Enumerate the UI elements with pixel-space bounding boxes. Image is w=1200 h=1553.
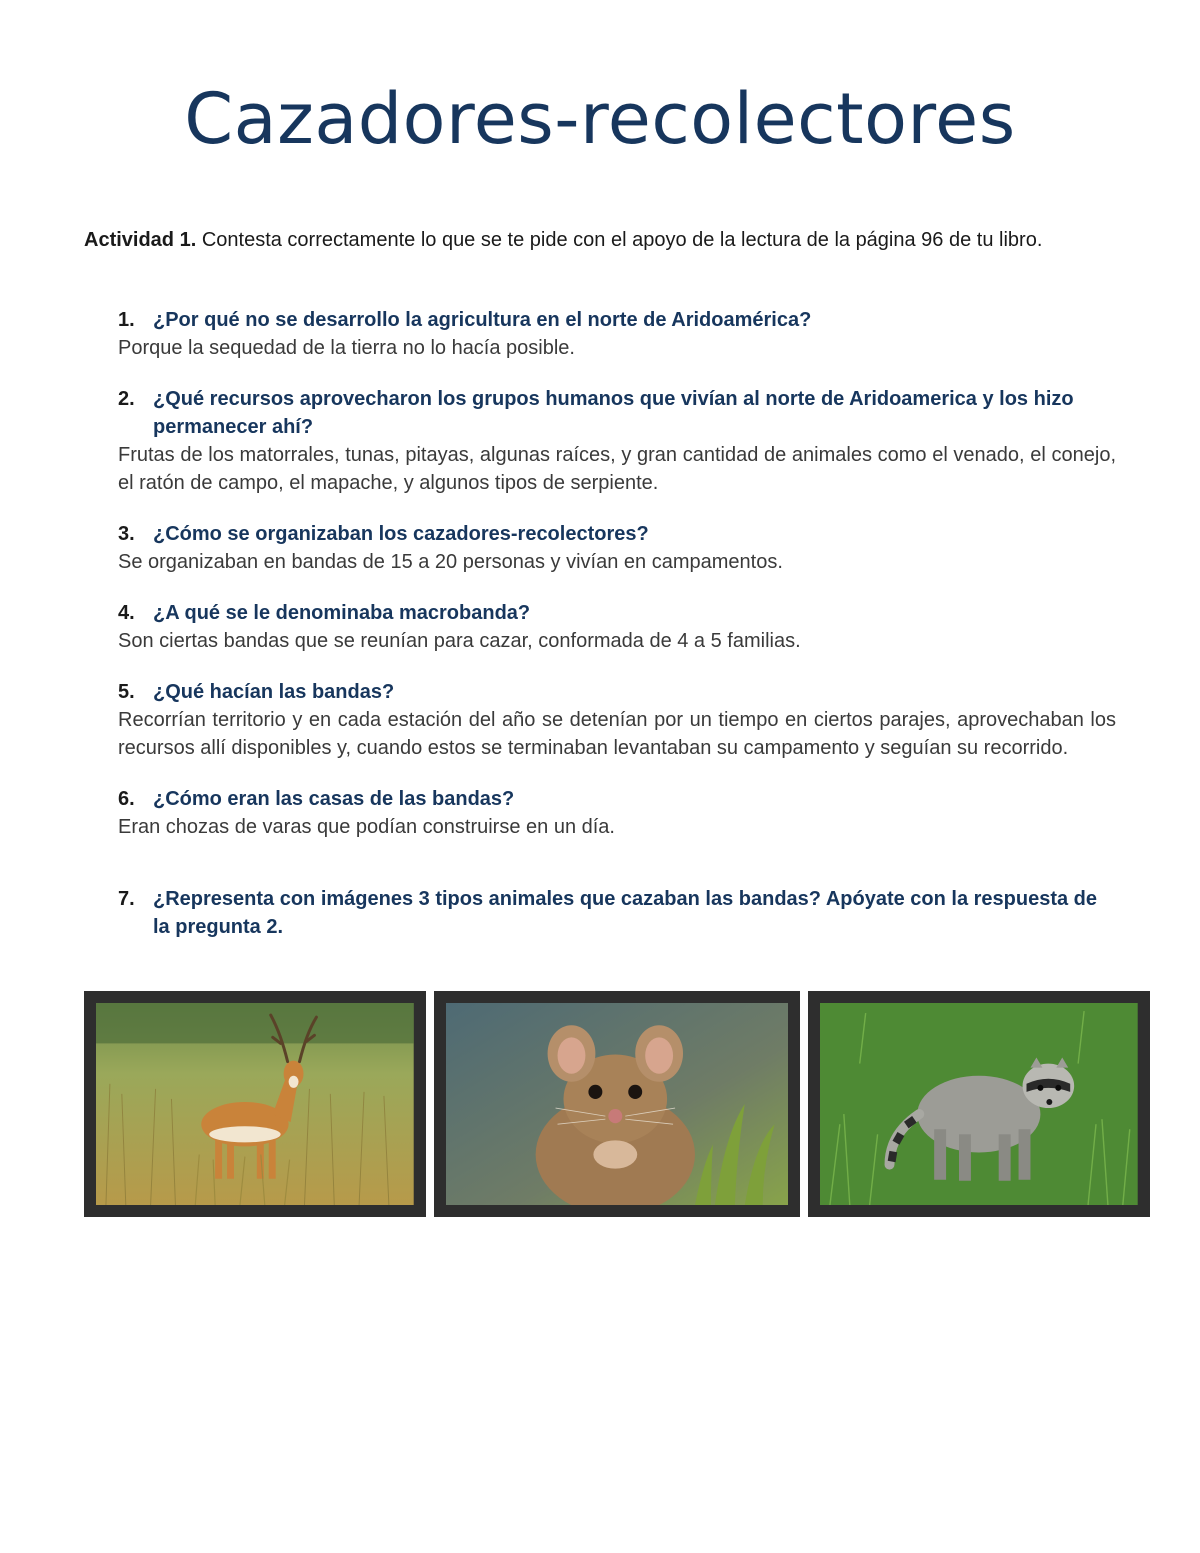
question-text: ¿Cómo se organizaban los cazadores-recolectores? [153, 523, 649, 545]
answer-text: Recorrían territorio y en cada estación del año se detenían por un tiempo en ciertos parajes, aprovechaban los recursos allí disponibles y, cuando estos se terminaban levantaban su campamento y seguían su recorrido. [118, 709, 1116, 759]
question-item [84, 885, 1116, 941]
answer-text: Se organizaban en bandas de 15 a 20 personas y vivían en campamentos. [118, 551, 783, 573]
question-text: ¿Qué recursos aprovecharon los grupos humanos que vivían al norte de Aridoamerica y los hizo permanecer ahí? [153, 388, 1074, 438]
activity-intro [84, 226, 1114, 255]
answer-text: Frutas de los matorrales, tunas, pitayas, algunas raíces, y gran cantidad de animales como el venado, el conejo, el ratón de campo, el mapache, y algunos tipos de serpiente. [118, 444, 1116, 494]
question-item [84, 599, 1116, 655]
question-text: ¿A qué se le denominaba macrobanda? [153, 602, 531, 624]
question-number: 3. [118, 523, 135, 545]
activity-label: Actividad 1. [84, 229, 197, 251]
answer-text: Son ciertas bandas que se reunían para cazar, conformada de 4 a 5 familias. [118, 630, 801, 652]
photo-frame-deer [84, 991, 426, 1217]
question-text: ¿Cómo eran las casas de las bandas? [153, 788, 515, 810]
activity-instructions: Contesta correctamente lo que se te pide con el apoyo de la lectura de la página 96 de tu libro. [196, 229, 1043, 251]
question-text: ¿Representa con imágenes 3 tipos animales que cazaban las bandas? Apóyate con la respuesta de la pregunta 2. [153, 888, 1098, 938]
deer-photo-icon [96, 1003, 414, 1205]
question-text: ¿Qué hacían las bandas? [153, 681, 395, 703]
page-title: Cazadores-recolectores [184, 78, 1016, 160]
question-item [84, 785, 1116, 841]
answer-text: Eran chozas de varas que podían construirse en un día. [118, 816, 615, 838]
question-item [84, 306, 1116, 362]
mouse-photo-icon [446, 1003, 789, 1205]
question-item [84, 385, 1116, 497]
question-item [84, 678, 1116, 762]
question-list [84, 306, 1116, 964]
animal-photo-row [84, 991, 1150, 1217]
question-number: 2. [118, 388, 135, 410]
question-text: ¿Por qué no se desarrollo la agricultura en el norte de Aridoamérica? [153, 309, 812, 331]
question-number: 6. [118, 788, 135, 810]
question-number: 4. [118, 602, 135, 624]
question-number: 7. [118, 888, 135, 910]
question-number: 5. [118, 681, 135, 703]
answer-text: Porque la sequedad de la tierra no lo hacía posible. [118, 337, 575, 359]
raccoon-photo-icon [820, 1003, 1138, 1205]
photo-frame-mouse [434, 991, 801, 1217]
question-number: 1. [118, 309, 135, 331]
photo-frame-raccoon [808, 991, 1150, 1217]
question-item [84, 520, 1116, 576]
